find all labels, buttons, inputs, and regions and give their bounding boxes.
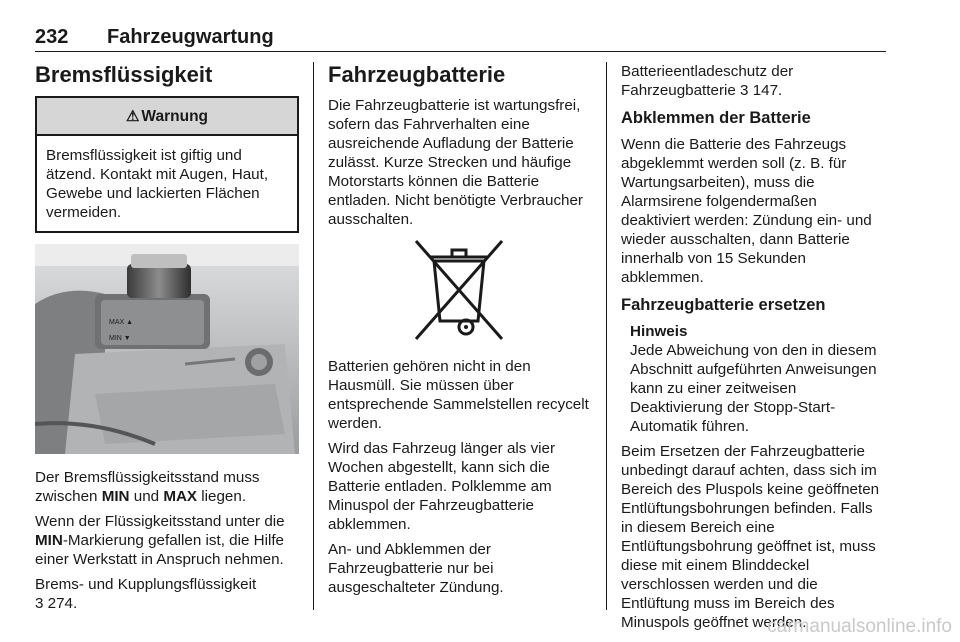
page-header: [35, 26, 886, 52]
warning-header: [37, 98, 297, 136]
column-brake-fluid: [35, 62, 299, 619]
crossed-bin-recycling-icon: [404, 235, 514, 345]
warning-box: [35, 96, 299, 233]
heading-disconnect-battery: Abklemmen der Batterie: [621, 109, 811, 127]
watermark: carmanualsonline.info: [767, 616, 952, 637]
paragraph-reference: Brems- und Kupplungsflüssigkeit 3 274.: [35, 576, 257, 612]
min-label: MIN ▼: [109, 335, 131, 342]
paragraph-long-parking: Wird das Fahrzeug länger als vier Wochen abgestellt, kann sich die Batterie entladen. Polklemme am Minuspol der Fahrzeugbatterie abklemmen.: [328, 440, 556, 533]
paragraph-min-mark: Wenn der Flüssigkeitsstand unter die MIN-Markierung gefallen ist, die Hilfe einer Werkstatt in Anspruch nehmen.: [35, 513, 285, 568]
hint-text: Jede Abweichung von den in diesem Abschnitt aufgeführten Anweisungen kann zu einer zeitweisen Deaktivierung der Stopp-Start-Automatik führen.: [630, 342, 877, 435]
paragraph-discharge-protection: Batterieentladeschutz der Fahrzeugbatterie 3 147.: [621, 63, 794, 99]
page-number: 232: [35, 26, 69, 48]
column-divider: [313, 62, 314, 610]
brake-fluid-reservoir-photo: [35, 244, 299, 454]
paragraph-vent-holes: Beim Ersetzen der Fahrzeugbatterie unbedingt darauf achten, dass sich im Bereich des Pluspols keine geöffneten Entlüftungsbohrungen befinden. Falls in diesem Bereich eine Entlüftungsbohrung geöffnet ist, muss diese mit einem Blinddeckel verschlossen werden und die Entlüftung muss im Bereich des Minuspols geöffnet werden.: [621, 443, 880, 631]
paragraph-ignition-off: An- und Abklemmen der Fahrzeugbatterie nur bei ausgeschalteter Zündung.: [328, 541, 504, 596]
column-divider: [606, 62, 607, 610]
warning-text: Bremsflüssigkeit ist giftig und ätzend. Kontakt mit Augen, Haut, Gewebe und lackierten Flächen vermeiden.: [46, 147, 269, 221]
paragraph-alarm-siren: Wenn die Batterie des Fahrzeugs abgeklemmt werden soll (z. B. für Wartungsarbeiten), muss die Alarmsirene folgendermaßen deaktiviert werden: Zündung ein- und wieder ausschalten, dann Batterie innerhalb von 15 Sekunden abklemmen.: [621, 136, 872, 286]
reservoir-illustration: [35, 244, 299, 454]
paragraph-disposal: Batterien gehören nicht in den Hausmüll. Sie müssen über entsprechende Sammelstellen recycelt werden.: [328, 358, 589, 432]
heading-replace-battery: Fahrzeugbatterie ersetzen: [621, 296, 826, 314]
page-reference-link[interactable]: 3 274.: [35, 595, 78, 612]
hint-box: [621, 322, 887, 436]
max-label: MAX ▲: [109, 319, 134, 326]
column-battery: [328, 62, 590, 603]
paragraph-level: Der Bremsflüssigkeitsstand muss zwischen MIN und MAX liegen.: [35, 469, 260, 505]
paragraph-maintenance-free: Die Fahrzeugbatterie ist wartungsfrei, sofern das Fahrverhalten eine ausreichende Aufladung der Batterie zulässt. Kurze Strecken und häufige Motorstarts können die Batterie entladen. Nicht benötigte Verbraucher ausschalten.: [328, 97, 583, 228]
heading-brake-fluid: Bremsflüssigkeit: [35, 62, 213, 87]
section-title: Fahrzeugwartung: [107, 26, 274, 48]
warning-title: Warnung: [141, 108, 209, 125]
column-battery-continued: [621, 62, 887, 638]
heading-battery: Fahrzeugbatterie: [328, 62, 506, 87]
warning-triangle-icon: ⚠: [125, 108, 140, 125]
hint-title: Hinweis: [630, 323, 688, 340]
